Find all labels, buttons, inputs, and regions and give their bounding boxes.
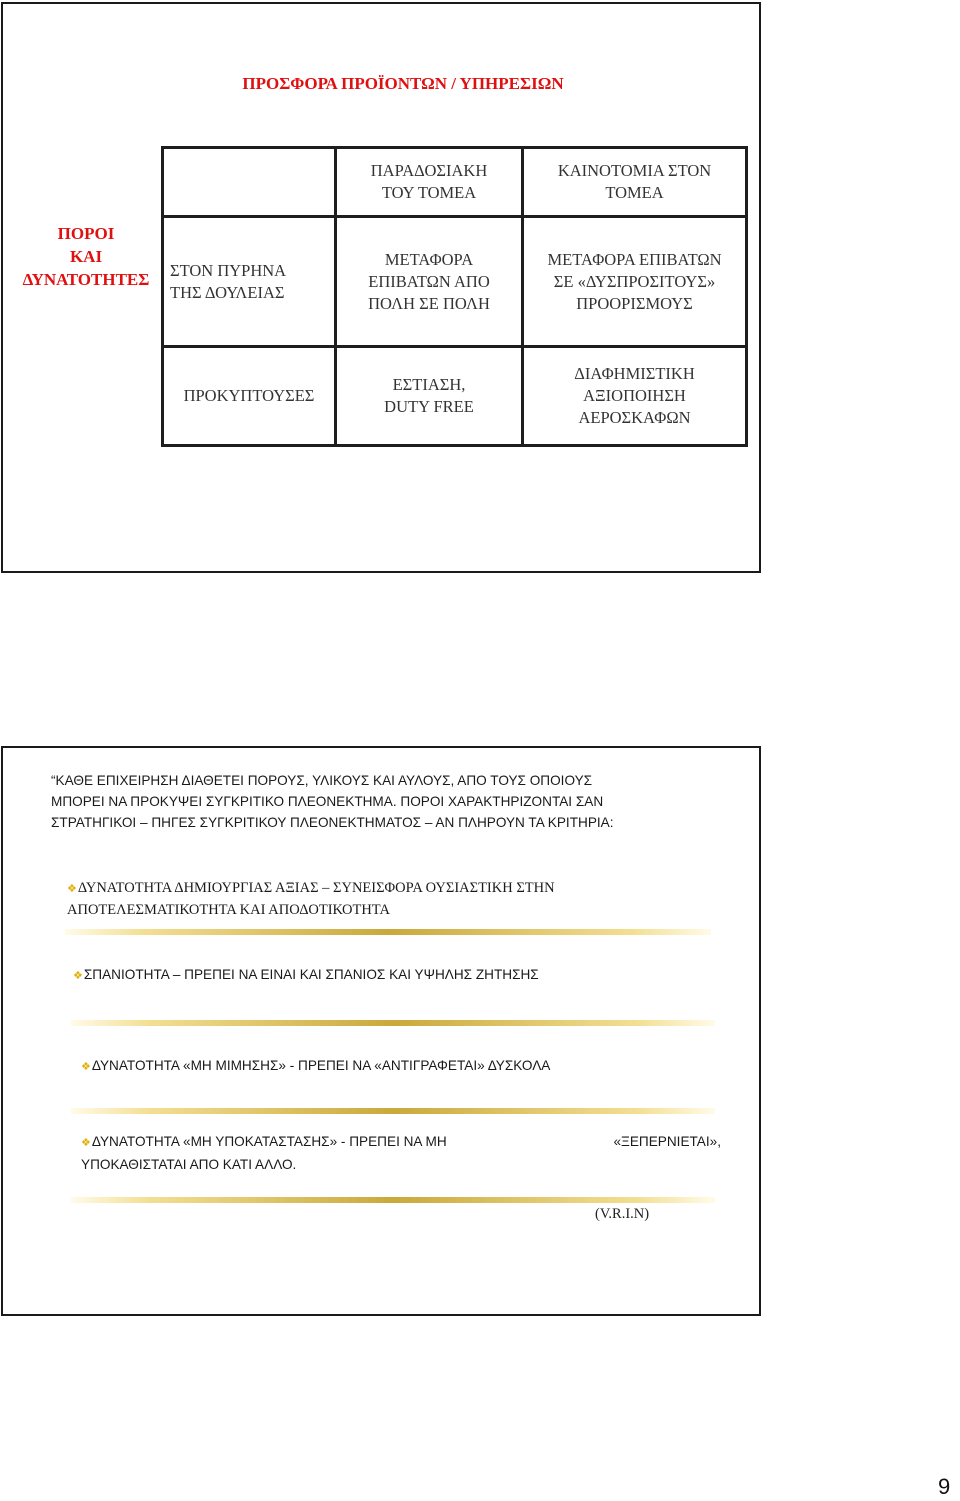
bullet-text: ΑΠΟΤΕΛΕΣΜΑΤΙΚΟΤΗΤΑ ΚΑΙ ΑΠΟΔΟΤΙΚΟΤΗΤΑ (67, 902, 390, 918)
diamond-bullet-icon: ❖ (81, 1137, 91, 1149)
bullet-text: ΔΥΝΑΤΟΤΗΤΑ «ΜΗ ΜΙΜΗΣΗΣ» - ΠΡΕΠΕΙ ΝΑ «ΑΝΤΙΓΡΑΦΕΤΑΙ» ΔΥΣΚΟΛΑ (91, 1058, 551, 1073)
cell-line: ΔΙΑΦΗΜΙΣΤΙΚΗ (574, 364, 695, 383)
bullet-text: ΣΠΑΝΙΟΤΗΤΑ – ΠΡΕΠΕΙ ΝΑ ΕΙΝΑΙ ΚΑΙ ΣΠΑΝΙΟΣ ΚΑΙ ΥΨΗΛΗΣ ΖΗΤΗΣΗΣ (83, 967, 539, 982)
table-row (163, 347, 747, 446)
slide-vrin-criteria (1, 746, 761, 1316)
gold-divider (71, 1108, 715, 1114)
cell-line: ΠΟΛΗ ΣΕ ΠΟΛΗ (368, 293, 490, 313)
intro-line: ΜΠΟΡΕΙ ΝΑ ΠΡΟΚΥΨΕΙ ΣΥΓΚΡΙΤΙΚΟ ΠΛΕΟΝΕΚΤΗΜΑ. ΠΟΡΟΙ ΧΑΡΑΚΤΗΡΙΖΟΝΤΑΙ ΣΑΝ (51, 794, 604, 809)
table-corner-cell (163, 148, 336, 217)
bullet-text: ΔΥΝΑΤΟΤΗΤΑ «ΜΗ ΥΠΟΚΑΤΑΣΤΑΣΗΣ» - ΠΡΕΠΕΙ ΝΑ ΜΗ (91, 1134, 447, 1149)
diamond-bullet-icon: ❖ (81, 1061, 91, 1073)
cell-line: ΠΡΟΚΥΠΤΟΥΣΕΣ (183, 386, 315, 405)
cell-line: ΕΠΙΒΑΤΩΝ ΑΠΟ (368, 271, 490, 291)
gold-divider (65, 929, 711, 935)
slide-title: ΠΡΟΣΦΟΡΑ ΠΡΟΪΟΝΤΩΝ / ΥΠΗΡΕΣΙΩΝ (242, 74, 564, 93)
intro-paragraph (51, 770, 751, 833)
cell-line: ΤΗΣ ΔΟΥΛΕΙΑΣ (170, 282, 285, 302)
bullet-value (67, 878, 707, 921)
table-row (163, 217, 747, 347)
page-number: 9 (938, 1474, 951, 1499)
bullet-rarity (73, 964, 713, 987)
cell-line: ΣΕ «ΔΥΣΠΡΟΣΙΤΟΥΣ» (553, 271, 716, 291)
bullet-text: «ΞΕΠΕΡΝΙΕΤΑΙ», (613, 1134, 721, 1149)
cell-line: ΕΣΤΙΑΣΗ, (392, 375, 466, 394)
slide-resources-capabilities (1, 2, 761, 573)
header-innovation (523, 148, 747, 217)
cell-line: DUTY FREE (384, 397, 474, 416)
row-label-resources (11, 222, 161, 291)
gold-divider (71, 1197, 715, 1203)
cell-line: ΜΕΤΑΦΟΡΑ ΕΠΙΒΑΤΩΝ (547, 249, 722, 269)
cell-emerging-traditional (336, 347, 523, 446)
resources-matrix-table (161, 146, 748, 447)
bullet-inimitability (81, 1055, 721, 1078)
cell-line: ΜΕΤΑΦΟΡΑ (384, 249, 474, 269)
row-label-emerging (163, 347, 336, 446)
cell-line: ΚΑΙΝΟΤΟΜΙΑ ΣΤΟΝ (557, 161, 712, 180)
cell-emerging-innovation (523, 347, 747, 446)
row-label-line: ΚΑΙ (69, 247, 103, 266)
header-traditional (336, 148, 523, 217)
diamond-bullet-icon: ❖ (67, 883, 77, 895)
bullet-text: ΔΥΝΑΤΟΤΗΤΑ ΔΗΜΙΟΥΡΓΙΑΣ ΑΞΙΑΣ – ΣΥΝΕΙΣΦΟΡΑ ΟΥΣΙΑΣΤΙΚΗ ΣΤΗΝ (77, 880, 555, 896)
cell-line: ΠΑΡΑΔΟΣΙΑΚΗ (370, 161, 488, 180)
intro-line: “ΚΑΘΕ ΕΠΙΧΕΙΡΗΣΗ ΔΙΑΘΕΤΕΙ ΠΟΡΟΥΣ, ΥΛΙΚΟΥΣ ΚΑΙ ΑΥΛΟΥΣ, ΑΠΟ ΤΟΥΣ ΟΠΟΙΟΥΣ (51, 773, 593, 788)
gold-divider (71, 1020, 715, 1026)
cell-line: ΑΞΙΟΠΟΙΗΣΗ (583, 386, 686, 405)
cell-line: ΑΕΡΟΣΚΑΦΩΝ (578, 408, 691, 427)
bullet-non-substitutability (81, 1131, 741, 1175)
cell-line: ΠΡΟΟΡΙΣΜΟΥΣ (576, 293, 693, 313)
cell-core-innovation (523, 217, 747, 347)
row-label-core (163, 217, 336, 347)
row-label-line: ΔΥΝΑΤΟΤΗΤΕΣ (22, 270, 150, 289)
cell-line: ΣΤΟΝ ΠΥΡΗΝΑ (170, 260, 287, 280)
bullet-text: ΥΠΟΚΑΘΙΣΤΑΤΑΙ ΑΠΟ ΚΑΤΙ ΑΛΛΟ. (81, 1157, 297, 1172)
table-header-row (163, 148, 747, 217)
cell-line: ΤΟΥ ΤΟΜΕΑ (381, 183, 477, 202)
cell-core-traditional (336, 217, 523, 347)
cell-line: ΤΟΜΕΑ (605, 183, 664, 202)
intro-line: ΣΤΡΑΤΗΓΙΚΟΙ – ΠΗΓΕΣ ΣΥΓΚΡΙΤΙΚΟΥ ΠΛΕΟΝΕΚΤΗΜΑΤΟΣ – ΑΝ ΠΛΗΡΟΥΝ ΤΑ ΚΡΙΤΗΡΙΑ: (51, 815, 614, 830)
row-label-line: ΠΟΡΟΙ (57, 224, 115, 243)
diamond-bullet-icon: ❖ (73, 970, 83, 982)
source-citation: (V.R.I.N) (595, 1206, 650, 1222)
